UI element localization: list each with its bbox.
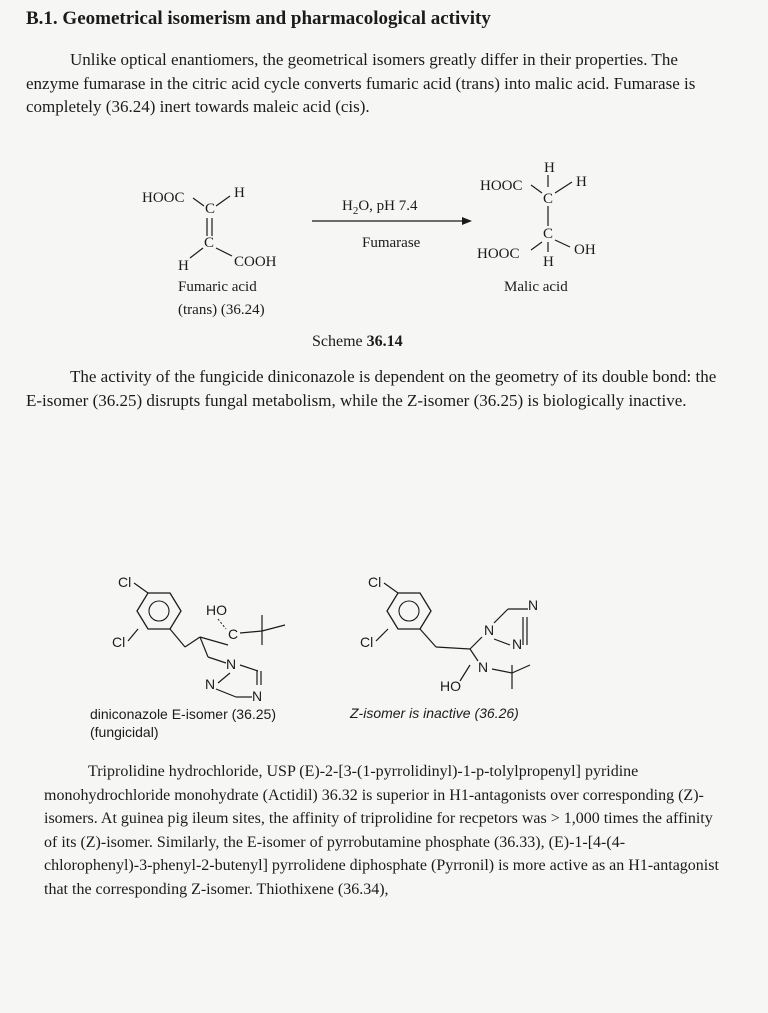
malic-oh-label: OH	[574, 242, 596, 258]
scheme-label	[312, 333, 403, 351]
fumaric-h-top-label: H	[234, 185, 245, 201]
z-isomer-caption: Z-isomer is inactive (36.26)	[350, 705, 519, 721]
malic-acid-structure	[477, 160, 596, 295]
z-isomer-n2-label: N	[528, 597, 539, 613]
scheme-label-prefix: Scheme	[312, 333, 363, 350]
e-isomer-n1-label: N	[226, 656, 237, 672]
malic-h-top1-label: H	[544, 160, 555, 176]
z-isomer-ho-label: HO	[440, 678, 461, 694]
e-isomer-n3-label: N	[252, 688, 263, 704]
malic-c-bottom-label: C	[543, 226, 554, 242]
malic-hooc-top-label: HOOC	[480, 178, 523, 194]
z-isomer-cl-left-label: Cl	[360, 634, 374, 650]
fumaric-acid-note: (trans) (36.24)	[178, 302, 265, 318]
scheme-diniconazole-isomers	[0, 565, 768, 705]
malic-c-top-label: C	[543, 191, 554, 207]
fumaric-acid-structure	[142, 185, 277, 318]
e-isomer-cl-left-label: Cl	[112, 634, 126, 650]
diniconazole-e-isomer-structure	[112, 574, 285, 704]
paragraph-diniconazole: The activity of the fungicide diniconazole is dependent on the geometry of its double bond: the E-isomer (36.25) disrupts fungal metabolism, while the Z-isomer (36.25) is biologically inactive.	[26, 367, 717, 410]
fumaric-c-top-label: C	[205, 201, 216, 217]
malic-hooc-bottom-label: HOOC	[477, 246, 520, 262]
e-isomer-ho-label: HO	[206, 602, 227, 618]
e-isomer-n2-label: N	[205, 676, 216, 692]
arrow-enzyme-label: Fumarase	[362, 235, 421, 251]
malic-acid-name: Malic acid	[504, 279, 568, 295]
e-isomer-cl-top-label: Cl	[118, 574, 132, 590]
z-isomer-n3-label: N	[512, 636, 523, 652]
scheme-fumarase-reaction	[0, 150, 768, 330]
fumaric-c-bottom-label: C	[204, 235, 215, 251]
paragraph-fumarase: Unlike optical enantiomers, the geometrical isomers greatly differ in their properties. The enzyme fumarase in the citric acid cycle converts fumaric acid (trans) into malic acid. Fumarase is completely (36.24) inert towards maleic acid (cis).	[26, 50, 696, 116]
e-isomer-caption	[90, 705, 276, 741]
scheme-label-number: 36.14	[366, 333, 403, 350]
z-isomer-cl-top-label: Cl	[368, 574, 382, 590]
fumaric-cooh-label: COOH	[234, 254, 277, 270]
e-isomer-caption-line1: diniconazole E-isomer (36.25)	[90, 706, 276, 722]
z-isomer-n4-label: N	[478, 659, 489, 675]
fumaric-acid-name: Fumaric acid	[178, 279, 257, 295]
reaction-arrow	[312, 198, 472, 251]
malic-h-bottom-label: H	[543, 254, 554, 270]
fumaric-hooc-label: HOOC	[142, 190, 185, 206]
z-isomer-n1-label: N	[484, 622, 495, 638]
arrow-condition-label: $H_2O$, pH 7.4	[342, 198, 418, 217]
section-heading: B.1. Geometrical isomerism and pharmacological activity	[26, 8, 491, 29]
paragraph-triprolidine: Triprolidine hydrochloride, USP (E)-2-[3-(1-pyrrolidinyl)-1-p-tolylpropenyl] pyridine monohydrochloride monohydrate (Actidil) 36.32 is superior in H1-antagonists over corresponding (Z)-isomers. At guinea pig ileum sites, the affinity of triprolidine for recpetors was > 1,000 times the affinity of its (Z)-isomer. Similarly, the E-isomer of pyrrobutamine phosphate (36.33), (E)-1-[4-(4-chlorophenyl)-3-phenyl-2-butenyl] pyrrolidene diphosphate (Pyrronil) is more active as an H1-antagonist that the corresponding Z-isomer. Thiothixene (36.34),	[44, 763, 719, 898]
malic-h-top2-label: H	[576, 174, 587, 190]
fumaric-h-bottom-label: H	[178, 258, 189, 274]
e-isomer-caption-line2: (fungicidal)	[90, 724, 159, 740]
e-isomer-c-label: C	[228, 626, 239, 642]
diniconazole-z-isomer-structure	[360, 574, 538, 694]
